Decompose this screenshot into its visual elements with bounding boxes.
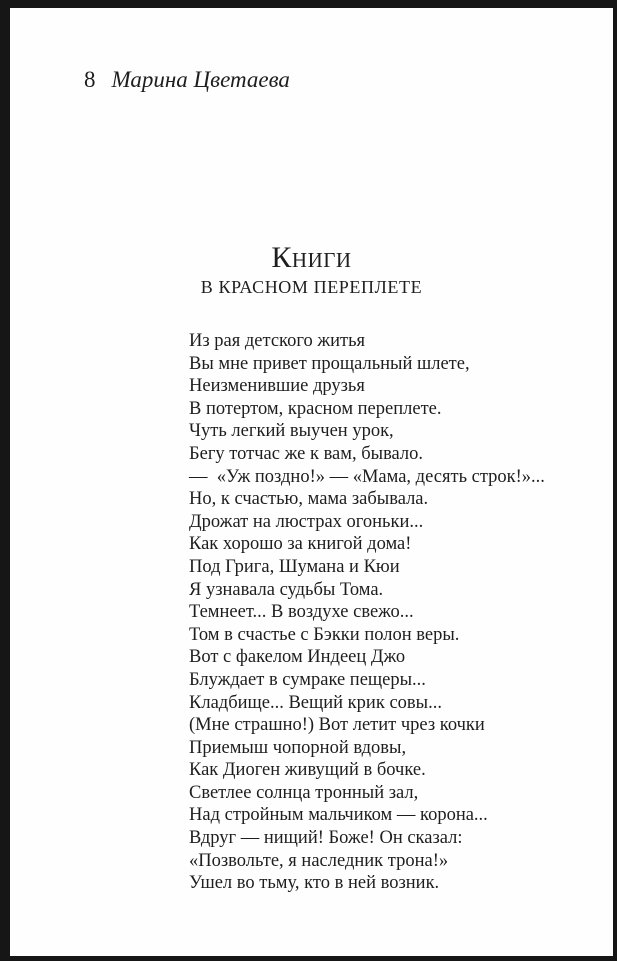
poem-line: Вдруг — нищий! Боже! Он сказал: xyxy=(189,828,463,849)
poem-line: Под Грига, Шумана и Кюи xyxy=(189,556,400,577)
poem-line: Вы мне привет прощальный шлете, xyxy=(189,353,470,374)
poem-line: Приемыш чопорной вдовы, xyxy=(189,737,407,758)
book-page xyxy=(10,8,613,956)
poem-line: Светлее солнца тронный зал, xyxy=(189,782,419,803)
poem-line: Чуть легкий выучен урок, xyxy=(189,421,394,442)
poem-line: Я узнавала судьбы Тома. xyxy=(189,579,384,600)
poem-line: «Позвольте, я наследник трона!» xyxy=(189,850,449,871)
poem-line: Как Диоген живущий в бочке. xyxy=(189,760,426,781)
poem-line: Неизменившие друзья xyxy=(189,376,365,397)
poem-line: Над стройным мальчиком — корона... xyxy=(189,805,488,826)
poem-line: Темнеет... В воздухе свежо... xyxy=(189,602,414,623)
poem-line: Блуждает в сумраке пещеры... xyxy=(189,669,426,690)
poem-line: Кладбище... Вещий крик совы... xyxy=(189,692,442,713)
poem-lines xyxy=(189,330,545,895)
page-number: 8 xyxy=(84,67,96,92)
poem-line: Бегу тотчас же к вам, бывало. xyxy=(189,443,424,464)
poem-line: Дрожат на люстрах огоньки... xyxy=(189,511,424,532)
poem-title: Книги xyxy=(271,241,352,274)
poem-line: В потертом, красном переплете. xyxy=(189,398,442,419)
running-header-author: Марина Цветаева xyxy=(111,67,290,92)
poem-line: Из рая детского житья xyxy=(189,331,366,351)
poem-line: Том в счастье с Бэкки полон веры. xyxy=(189,624,460,645)
poem-line: Но, к счастью, мама забывала. xyxy=(189,489,429,510)
poem-subtitle: В КРАСНОМ ПЕРЕПЛЕТЕ xyxy=(200,277,423,297)
poem-line: Как хорошо за книгой дома! xyxy=(189,534,412,555)
poem-line: Вот с факелом Индеец Джо xyxy=(189,647,406,668)
poem-line: — «Уж поздно!» — «Мама, десять строк!»... xyxy=(189,466,545,487)
running-header xyxy=(84,67,290,93)
poem-line: Ушел во тьму, кто в ней возник. xyxy=(189,873,440,894)
poem-title-block xyxy=(10,241,613,299)
poem-line: (Мне страшно!) Вот летит чрез кочки xyxy=(189,715,485,736)
